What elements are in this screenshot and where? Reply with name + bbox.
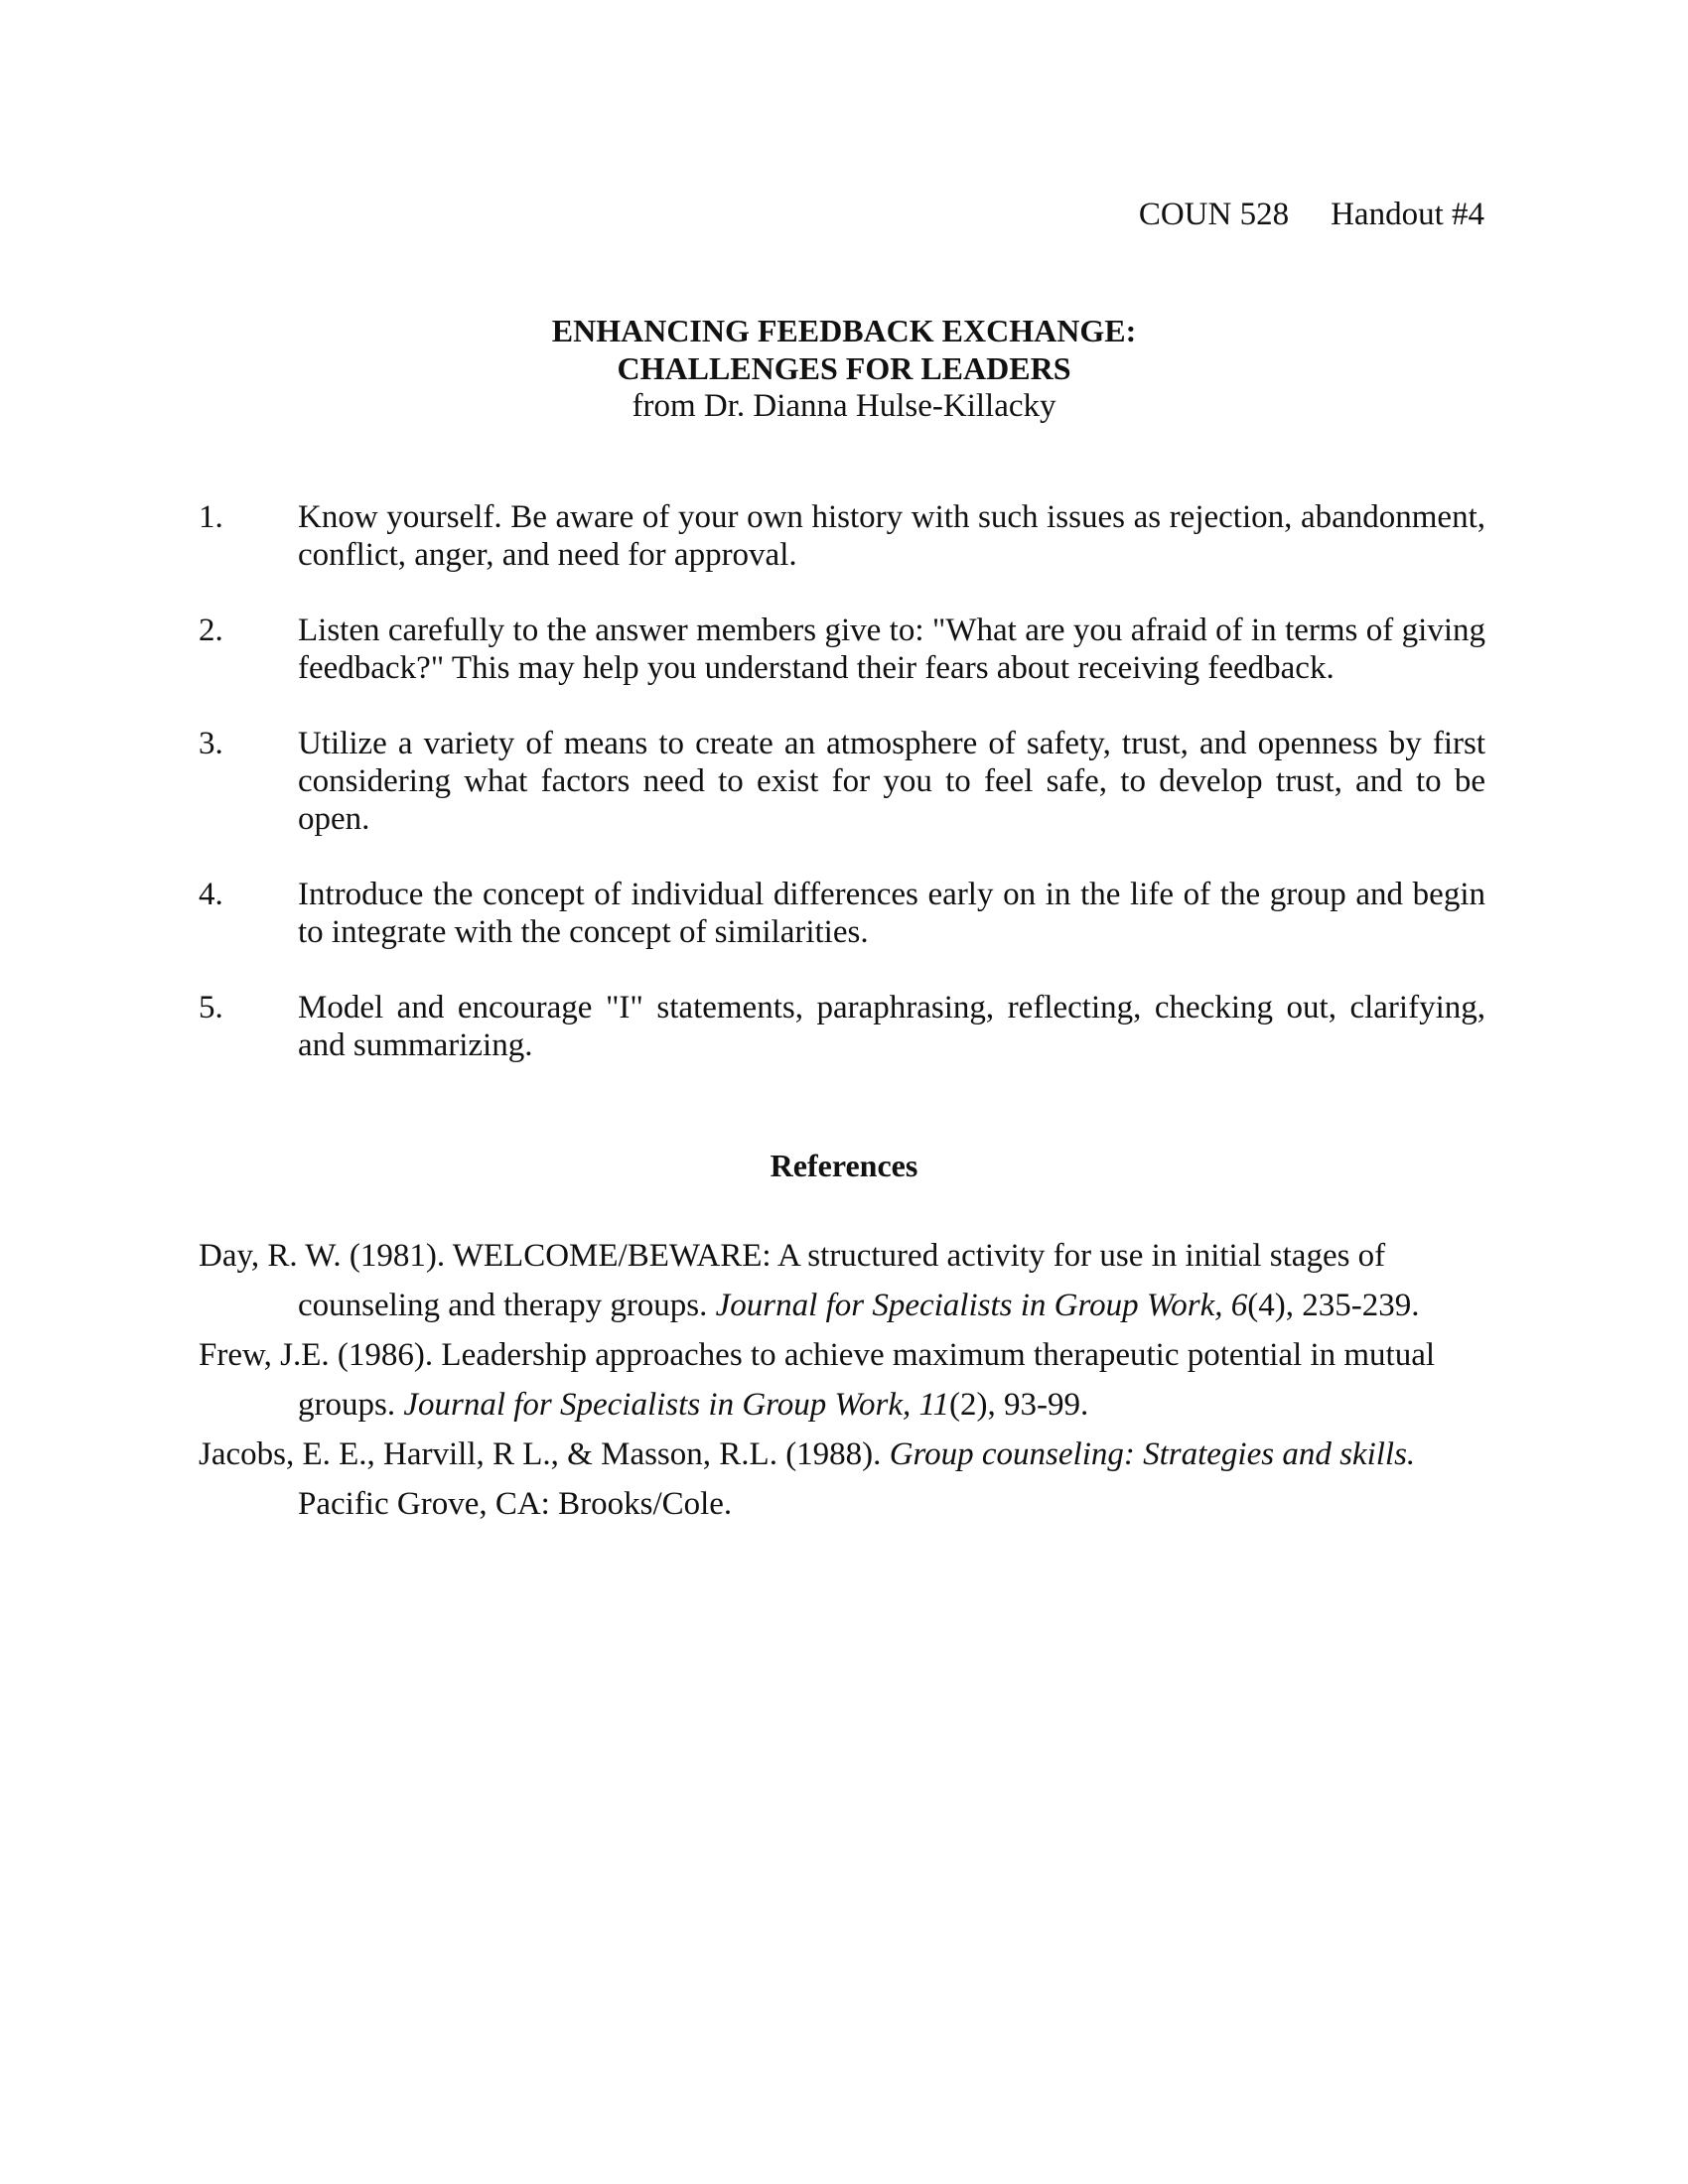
reference-text: Jacobs, E. E., Harvill, R L., & Masson, R.L. (1988). xyxy=(199,1436,890,1472)
item-text: Utilize a variety of means to create an atmosphere of safety, trust, and openness by first considering what factors need to exist for you to feel safe, to develop trust, and to be open. xyxy=(298,726,1485,837)
list-item xyxy=(199,989,1485,1064)
references-heading: References xyxy=(770,1148,918,1183)
item-text: Model and encourage "I" statements, paraphrasing, reflecting, checking out, clarifying, and summarizing. xyxy=(298,990,1485,1063)
list-item xyxy=(199,498,1485,574)
page-header xyxy=(1139,195,1484,234)
reference-entry xyxy=(199,1231,1509,1330)
reference-journal: Journal for Specialists in Group Work, 6 xyxy=(715,1288,1248,1323)
reference-text: Day, R. W. (1981). WELCOME/BEWARE: A structured activity for use in initial stages of counseling and therapy groups. xyxy=(199,1238,1386,1323)
item-number: 4. xyxy=(199,877,223,912)
item-text: Listen carefully to the answer members give to: "What are you afraid of in terms of giving feedback?" This may help you understand their fears about receiving feedback. xyxy=(298,613,1485,686)
title-block xyxy=(0,312,1688,425)
reference-journal: Journal for Specialists in Group Work, 11 xyxy=(403,1387,950,1423)
item-number: 3. xyxy=(199,726,223,761)
reference-details: (2), 93-99. xyxy=(949,1387,1089,1423)
handout-number: Handout #4 xyxy=(1331,197,1484,232)
course-code: COUN 528 xyxy=(1138,197,1290,232)
reference-text: Frew, J.E. (1986). Leadership approaches to achieve maximum therapeutic potential in mutual groups. xyxy=(199,1337,1436,1423)
item-text: Introduce the concept of individual differences early on in the life of the group and begin to integrate with the concept of similarities. xyxy=(298,877,1485,950)
reference-entry xyxy=(199,1430,1509,1529)
list-item xyxy=(199,612,1485,687)
reference-details: (4), 235-239. xyxy=(1247,1288,1420,1323)
item-number: 1. xyxy=(199,499,223,535)
item-text: Know yourself. Be aware of your own history with such issues as rejection, abandonment, conflict, anger, and need for approval. xyxy=(298,499,1485,573)
list-item xyxy=(199,876,1485,951)
reference-book-title: Group counseling: Strategies and skills. xyxy=(889,1436,1416,1472)
item-number: 5. xyxy=(199,990,223,1025)
item-number: 2. xyxy=(199,613,223,648)
reference-details: Pacific Grove, CA: Brooks/Cole. xyxy=(298,1486,733,1522)
numbered-list xyxy=(199,498,1485,1102)
list-item xyxy=(199,725,1485,838)
references-list xyxy=(199,1231,1509,1529)
title-line-2: CHALLENGES FOR LEADERS xyxy=(617,350,1071,386)
reference-entry xyxy=(199,1330,1509,1430)
author-line: from Dr. Dianna Hulse-Killacky xyxy=(632,388,1056,424)
title-line-1: ENHANCING FEEDBACK EXCHANGE: xyxy=(551,313,1137,348)
